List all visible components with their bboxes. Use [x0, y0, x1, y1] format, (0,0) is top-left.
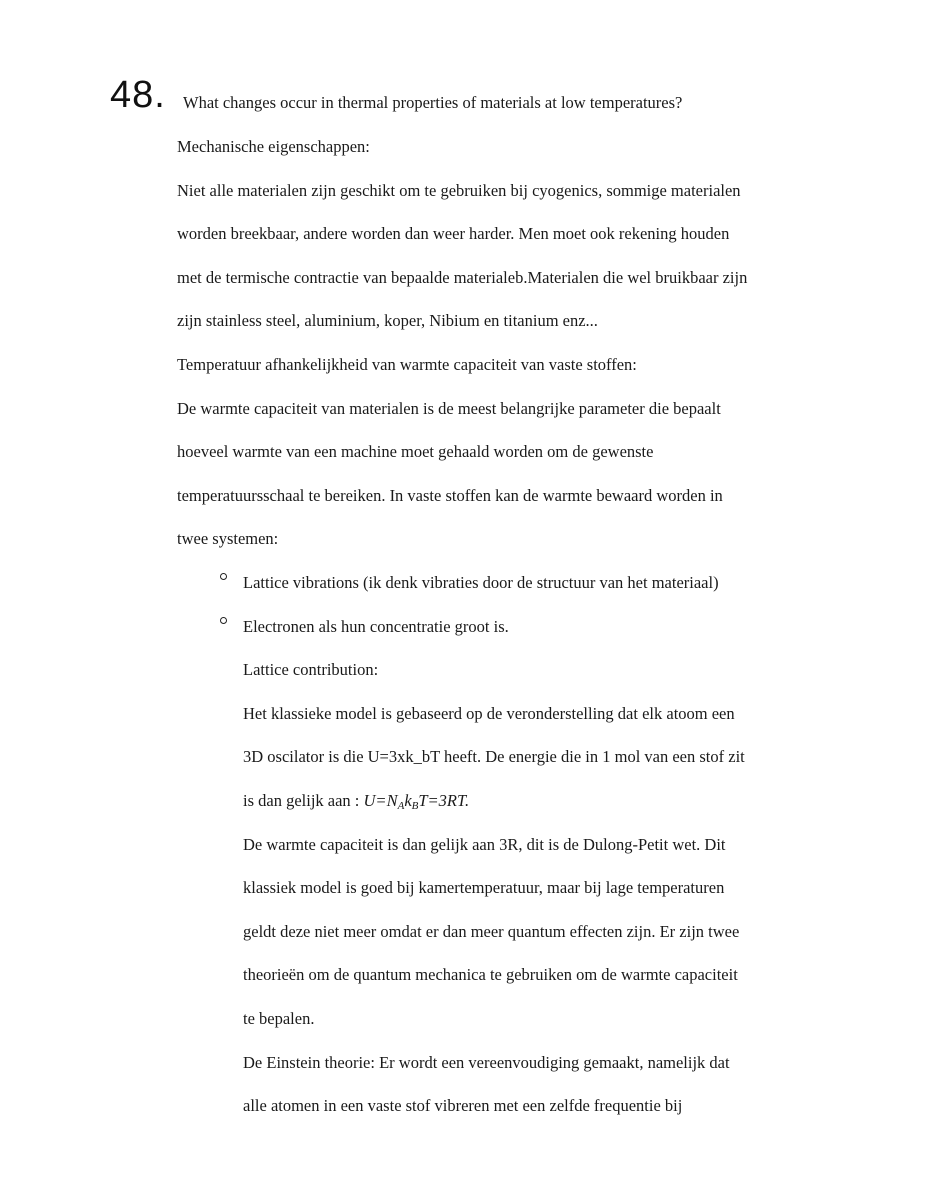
question-text: What changes occur in thermal properties of materials at low temperatures? [183, 93, 683, 112]
formula-line [243, 790, 469, 817]
paragraph-line: te bepalen. [243, 1009, 315, 1028]
paragraph-line: De warmte capaciteit van materialen is de meest belangrijke parameter die bepaalt [177, 399, 721, 418]
section-heading-mechanical: Mechanische eigenschappen: [177, 137, 370, 156]
bullet-item: Lattice vibrations (ik denk vibraties door de structuur van het materiaal) [243, 573, 719, 592]
paragraph-line: Het klassieke model is gebaseerd op de veronderstelling dat elk atoom een [243, 704, 735, 723]
paragraph-line: De warmte capaciteit is dan gelijk aan 3R, dit is de Dulong-Petit wet. Dit [243, 835, 726, 854]
section-heading-heat-capacity: Temperatuur afhankelijkheid van warmte capaciteit van vaste stoffen: [177, 355, 637, 374]
bullet-item: Electronen als hun concentratie groot is. [243, 617, 509, 636]
formula-prefix: is dan gelijk aan : [243, 791, 364, 810]
formula: $U=N_Ak_BT=3RT$. [363, 791, 470, 812]
question-number: 48. [110, 74, 166, 116]
paragraph-line: zijn stainless steel, aluminium, koper, Nibium en titanium enz... [177, 311, 598, 330]
paragraph-line: temperatuursschaal te bereiken. In vaste stoffen kan de warmte bewaard worden in [177, 486, 723, 505]
bullet-circle-icon [220, 617, 227, 624]
paragraph-line: theorieën om de quantum mechanica te gebruiken om de warmte capaciteit [243, 965, 738, 984]
paragraph-line: worden breekbaar, andere worden dan weer harder. Men moet ook rekening houden [177, 224, 730, 243]
paragraph-line: geldt deze niet meer omdat er dan meer quantum effecten zijn. Er zijn twee [243, 922, 740, 941]
bullet-circle-icon [220, 573, 227, 580]
paragraph-line: klassiek model is goed bij kamertemperatuur, maar bij lage temperaturen [243, 878, 725, 897]
subsection-heading-lattice: Lattice contribution: [243, 660, 379, 679]
paragraph-line: 3D oscilator is die U=3xk_bT heeft. De energie die in 1 mol van een stof zit [243, 747, 745, 766]
paragraph-line: twee systemen: [177, 529, 279, 548]
paragraph-line: De Einstein theorie: Er wordt een vereenvoudiging gemaakt, namelijk dat [243, 1053, 730, 1072]
paragraph-line: hoeveel warmte van een machine moet gehaald worden om de gewenste [177, 442, 654, 461]
paragraph-line: alle atomen in een vaste stof vibreren met een zelfde frequentie bij [243, 1096, 683, 1115]
paragraph-line: Niet alle materialen zijn geschikt om te gebruiken bij cyogenics, sommige materialen [177, 181, 741, 200]
paragraph-line: met de termische contractie van bepaalde materialeb.Materialen die wel bruikbaar zijn [177, 268, 748, 287]
